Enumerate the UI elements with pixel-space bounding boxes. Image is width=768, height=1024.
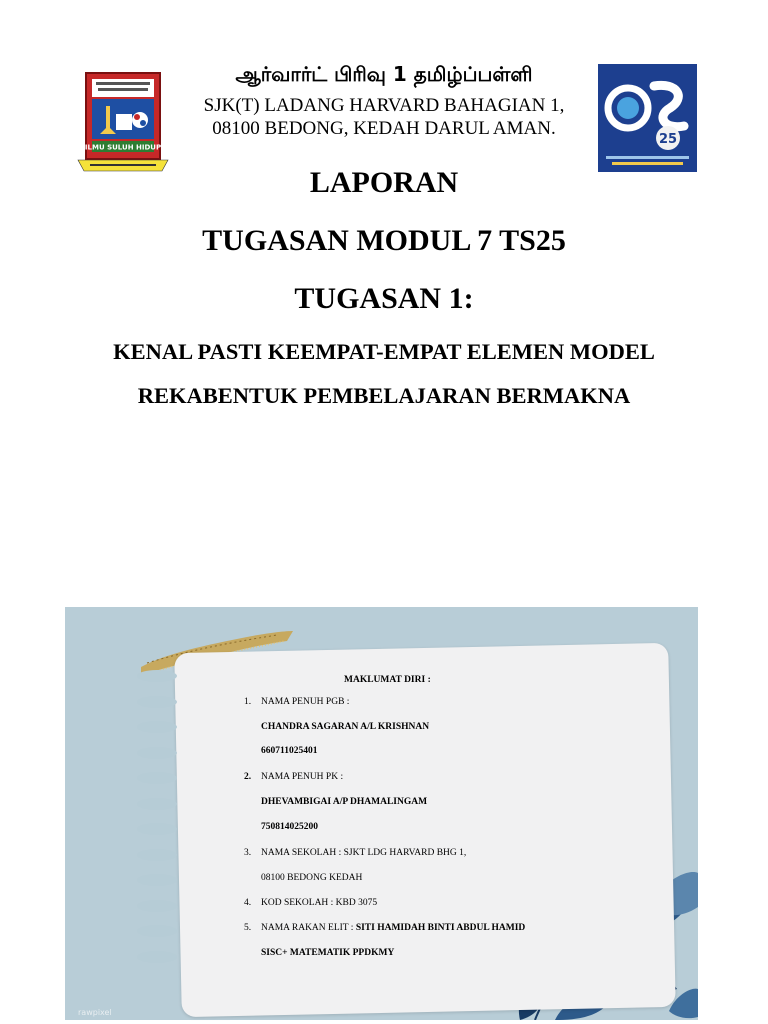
partner-role: SISC+ MATEMATIK PPDKMY [261,948,395,958]
pk-label: NAMA PENUH PK : [261,772,344,782]
pk-name: DHEVAMBIGAI A/P DHAMALINGAM [261,797,428,807]
binder-hole [137,823,177,835]
watermark: rawpixel [78,1008,112,1017]
binder-hole [137,772,177,784]
module-title: TUGASAN MODUL 7 TS25 [202,224,566,257]
school-name: SJK(T) LADANG HARVARD BAHAGIAN 1, [203,95,565,116]
binder-hole [137,900,177,912]
partner-name: SITI HAMIDAH BINTI ABDUL HAMID [355,923,526,933]
info-heading: MAKLUMAT DIRI : [344,675,431,685]
pk-id: 750814025200 [261,822,318,832]
school-name-tamil: ஆர்வார்ட் பிரிவு 1 தமிழ்ப்பள்ளி [235,62,533,86]
binder-hole [137,696,177,708]
crest-motto: ILMU SULUH HIDUP [84,143,162,152]
binder-hole [137,874,177,886]
ts25-logo [598,64,697,172]
item-number: 2. [244,772,252,782]
binder-hole [137,925,177,937]
item-number: 4. [244,898,252,908]
partner-line [261,924,525,934]
school-address: 08100 BEDONG, KEDAH DARUL AMAN. [212,118,556,139]
binder-hole [137,670,177,682]
pgb-label: NAMA PENUH PGB : [261,697,350,707]
binder-hole [137,849,177,861]
ts25-mark: 25 [658,132,678,147]
item-number: 3. [244,848,252,858]
binder-hole [137,798,177,810]
task-title: TUGASAN 1: [294,282,474,315]
school-address-info: 08100 BEDONG KEDAH [261,873,363,883]
partner-label: NAMA RAKAN ELIT : [261,923,356,933]
binder-hole [137,747,177,759]
school-code: KOD SEKOLAH : KBD 3075 [261,898,378,908]
binder-holes [137,670,177,976]
school-label: NAMA SEKOLAH : SJKT LDG HARVARD BHG 1, [261,848,467,858]
task-subtitle-line2: REKABENTUK PEMBELAJARAN BERMAKNA [137,383,631,408]
pgb-name: CHANDRA SAGARAN A/L KRISHNAN [261,722,430,732]
task-subtitle-line1: KENAL PASTI KEEMPAT-EMPAT ELEMEN MODEL [113,339,655,364]
binder-hole [137,721,177,733]
item-number: 1. [244,697,252,707]
item-number: 5. [244,923,252,933]
report-title: LAPORAN [309,166,459,199]
school-crest-logo [76,70,170,174]
binder-hole [137,951,177,963]
pgb-id: 660711025401 [261,746,318,756]
